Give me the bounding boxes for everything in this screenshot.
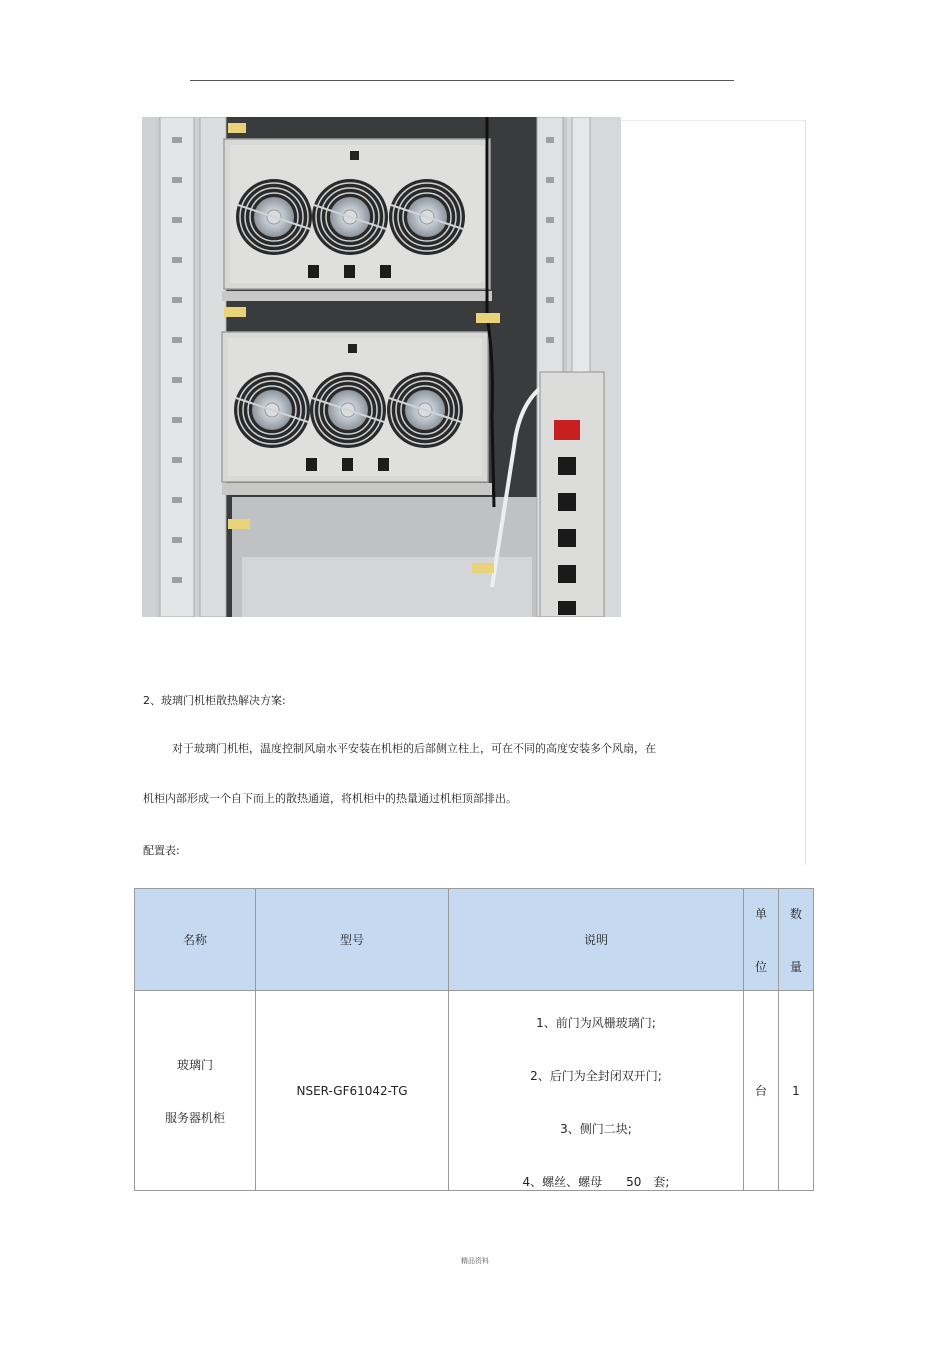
description-line-3: 3、侧门二块; xyxy=(560,1121,632,1136)
config-table-label: 配置表: xyxy=(143,844,180,857)
paragraph-line-2: 机柜内部形成一个自下而上的散热通道，将机柜中的热量通过机柜顶部排出。 xyxy=(143,792,517,805)
paragraph-line-1: 对于玻璃门机柜，温度控制风扇水平安装在机柜的后部侧立柱上，可在不同的高度安装多个风扇，在 xyxy=(172,742,656,755)
cell-name-line-2: 服务器机柜 xyxy=(164,1110,225,1125)
cell-name-line-1: 玻璃门 xyxy=(176,1057,213,1072)
header-unit-char-2: 位 xyxy=(754,959,767,974)
description-line-1: 1、前门为风栅玻璃门; xyxy=(536,1015,656,1030)
section-heading: 2、玻璃门机柜散热解决方案: xyxy=(143,694,286,707)
page-footer: 精品资料 xyxy=(461,1257,489,1265)
config-table xyxy=(134,888,814,1191)
table-header-row xyxy=(135,889,814,991)
cell-qty: 1 xyxy=(779,991,814,1191)
cell-model: NSER-GF61042-TG xyxy=(256,991,449,1191)
table-row xyxy=(135,991,814,1191)
header-qty xyxy=(779,889,814,991)
cell-description xyxy=(449,991,744,1191)
cell-name xyxy=(135,991,256,1191)
header-name: 名称 xyxy=(135,889,256,991)
frame-line-right xyxy=(805,120,806,865)
cell-unit: 台 xyxy=(744,991,779,1191)
header-unit xyxy=(744,889,779,991)
description-line-2: 2、后门为全封闭双开门; xyxy=(530,1068,662,1083)
header-unit-char-1: 单 xyxy=(754,906,767,921)
frame-line-top xyxy=(620,120,806,121)
header-qty-char-1: 数 xyxy=(789,906,802,921)
header-description: 说明 xyxy=(449,889,744,991)
description-line-4: 4、螺丝、螺母 50 套; xyxy=(522,1174,670,1189)
header-model: 型号 xyxy=(256,889,449,991)
cabinet-fan-photo xyxy=(142,117,621,617)
top-rule xyxy=(190,80,734,81)
header-qty-char-2: 量 xyxy=(789,959,802,974)
